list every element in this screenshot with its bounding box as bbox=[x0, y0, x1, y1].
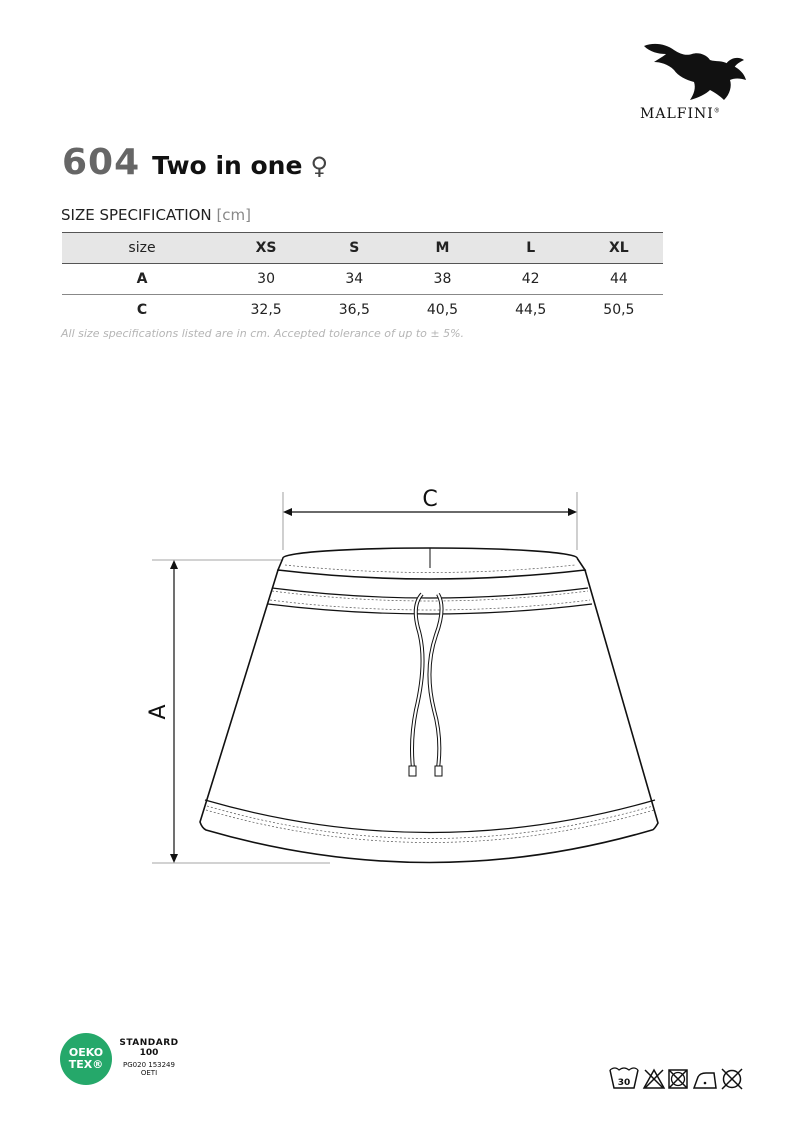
wash-30-icon bbox=[610, 1068, 638, 1088]
skirt-diagram bbox=[0, 470, 800, 890]
no-dry-clean-icon bbox=[722, 1069, 742, 1089]
oeko-standard: STANDARD bbox=[119, 1038, 179, 1048]
a-arrow-top bbox=[170, 560, 178, 569]
a-label: A bbox=[146, 704, 171, 720]
care-symbols bbox=[608, 1064, 756, 1092]
oeko-line2: TEX® bbox=[68, 1058, 104, 1071]
no-tumble-dry-icon bbox=[669, 1070, 687, 1088]
table-cell: 50,5 bbox=[603, 302, 635, 318]
table-cell: 44 bbox=[609, 271, 628, 287]
eagle-icon bbox=[640, 40, 752, 104]
c-label: C bbox=[422, 487, 438, 512]
brand-name: MALFINI bbox=[640, 106, 714, 122]
iron-low-icon bbox=[694, 1073, 716, 1088]
oeko-institute: OETI bbox=[140, 1069, 158, 1077]
drawstring-tip-right bbox=[435, 766, 442, 776]
table-row bbox=[62, 264, 663, 295]
oeko-tex-badge bbox=[60, 1030, 190, 1090]
spec-unit: [cm] bbox=[216, 206, 252, 224]
drawstring-tip-left bbox=[409, 766, 416, 776]
wash-temp: 30 bbox=[617, 1078, 631, 1088]
table-cell: 34 bbox=[345, 271, 364, 287]
registered-mark: ® bbox=[713, 107, 721, 115]
table-cell: 38 bbox=[433, 271, 452, 287]
oeko-tex-logo bbox=[60, 1033, 112, 1085]
model-number: 604 bbox=[62, 142, 141, 183]
table-cell: 32,5 bbox=[250, 302, 282, 318]
table-cell: 42 bbox=[521, 271, 540, 287]
header-l: L bbox=[526, 240, 536, 256]
table-cell: 44,5 bbox=[515, 302, 547, 318]
table-row bbox=[62, 295, 663, 326]
product-name: Two in one bbox=[152, 151, 303, 180]
header-m: M bbox=[435, 240, 450, 256]
header-size: size bbox=[128, 240, 156, 256]
no-bleach-icon bbox=[644, 1070, 664, 1088]
a-arrow-bottom bbox=[170, 854, 178, 863]
oeko-line1: OEKO bbox=[68, 1046, 104, 1059]
tolerance-note: All size specifications listed are in cm. Accepted tolerance of up to ± 5%. bbox=[61, 327, 465, 340]
malfini-logo bbox=[636, 40, 756, 130]
table-cell: 36,5 bbox=[338, 302, 370, 318]
header-s: S bbox=[349, 240, 360, 256]
oeko-code: PG020 153249 bbox=[123, 1061, 175, 1069]
table-cell: 40,5 bbox=[426, 302, 459, 318]
c-arrow-right bbox=[568, 508, 577, 516]
product-title bbox=[62, 142, 328, 183]
spec-heading bbox=[61, 206, 251, 224]
spec-heading-text: SIZE SPECIFICATION bbox=[61, 206, 212, 224]
size-table bbox=[62, 232, 663, 325]
table-cell: 30 bbox=[257, 271, 275, 287]
header-xs: XS bbox=[255, 240, 277, 256]
header-xl: XL bbox=[609, 240, 629, 256]
c-arrow-left bbox=[283, 508, 292, 516]
size-table-header bbox=[62, 233, 663, 264]
female-icon: ♀ bbox=[310, 152, 329, 180]
oeko-standard-number: 100 bbox=[139, 1048, 159, 1058]
row-label: C bbox=[136, 302, 148, 318]
row-label: A bbox=[136, 271, 148, 287]
